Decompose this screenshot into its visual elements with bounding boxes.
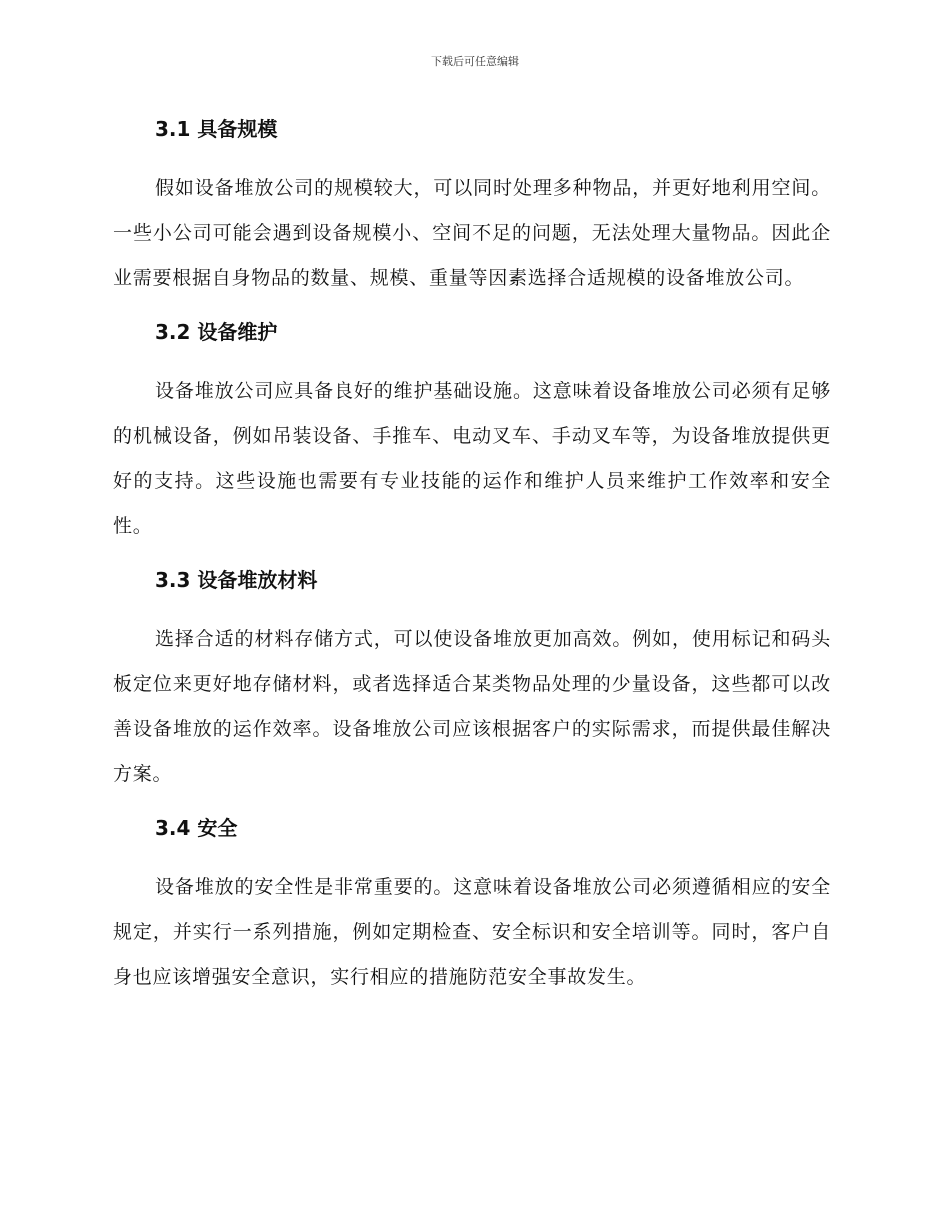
section-3-4 <box>113 809 831 1000</box>
section-3-2 <box>113 313 831 549</box>
section-heading: 3.2 设备维护 <box>155 320 278 344</box>
section-3-3 <box>113 561 831 797</box>
page-header: 下载后可任意编辑 <box>431 55 519 68</box>
section-paragraph: 假如设备堆放公司的规模较大，可以同时处理多种物品，并更好地利用空间。一些小公司可能会遇到设备规模小、空间不足的问题，无法处理大量物品。因此企业需要根据自身物品的数量、规模、重量等因素选择合适规模的设备堆放公司。 <box>113 177 831 289</box>
section-heading: 3.3 设备堆放材料 <box>155 568 318 592</box>
section-heading: 3.4 安全 <box>155 816 238 840</box>
section-paragraph: 设备堆放公司应具备良好的维护基础设施。这意味着设备堆放公司必须有足够的机械设备，例如吊装设备、手推车、电动叉车、手动叉车等，为设备堆放提供更好的支持。这些设施也需要有专业技能的运作和维护人员来维护工作效率和安全性。 <box>113 380 831 537</box>
document-body <box>113 110 831 1012</box>
section-paragraph: 选择合适的材料存储方式，可以使设备堆放更加高效。例如，使用标记和码头板定位来更好地存储材料，或者选择适合某类物品处理的少量设备，这些都可以改善设备堆放的运作效率。设备堆放公司应该根据客户的实际需求，而提供最佳解决方案。 <box>113 628 831 785</box>
section-paragraph: 设备堆放的安全性是非常重要的。这意味着设备堆放公司必须遵循相应的安全规定，并实行一系列措施，例如定期检查、安全标识和安全培训等。同时，客户自身也应该增强安全意识，实行相应的措施防范安全事故发生。 <box>113 876 831 988</box>
section-3-1 <box>113 110 831 301</box>
section-heading: 3.1 具备规模 <box>155 117 278 141</box>
